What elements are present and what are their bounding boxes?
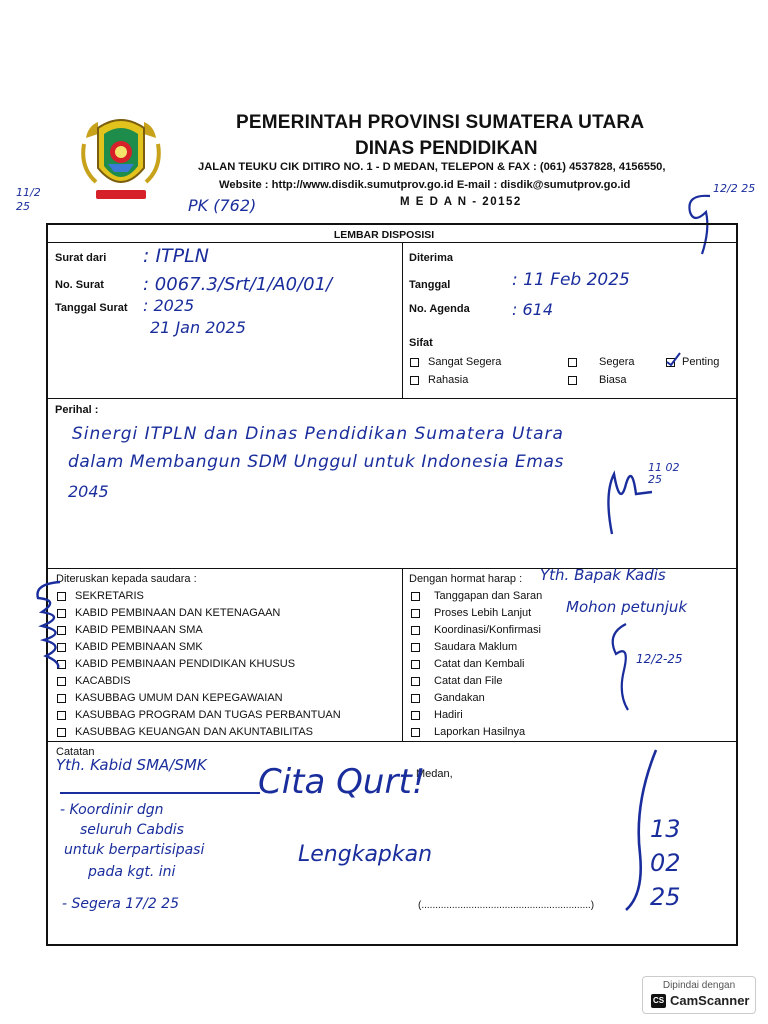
provincial-emblem-logo: [78, 108, 164, 208]
letterhead-subtitle: DINAS PENDIDIKAN: [355, 138, 538, 159]
sifat-penting[interactable]: Penting: [666, 356, 719, 368]
action-item[interactable]: Proses Lebih Lanjut: [411, 607, 531, 619]
catatan-line-5: pada kgt. ini: [88, 864, 176, 880]
sifat-segera[interactable]: Segera: [568, 356, 634, 368]
recipient-item[interactable]: KABID PEMBINAAN PENDIDIKAN KHUSUS: [57, 658, 295, 670]
handwritten-marks-recipients: [30, 576, 80, 681]
divider: [402, 242, 403, 399]
handwritten-action-note-1: Yth. Bapak Kadis: [540, 566, 666, 584]
recipient-item[interactable]: KABID PEMBINAAN SMA: [57, 624, 203, 636]
handwritten-right-date: 12/2 25: [713, 182, 756, 195]
catatan-line-1: Yth. Kabid SMA/SMK: [56, 756, 207, 774]
handwritten-medan-note-2: Lengkapkan: [298, 842, 433, 867]
letterhead-city: M E D A N - 20152: [400, 196, 522, 208]
checkbox[interactable]: [411, 643, 420, 652]
checkbox[interactable]: [410, 376, 419, 385]
catatan-line-2: - Koordinir dgn: [60, 802, 164, 818]
action-item[interactable]: Laporkan Hasilnya: [411, 726, 525, 738]
action-item[interactable]: Hadiri: [411, 709, 463, 721]
handwritten-medan-date: 13 02 25: [650, 815, 681, 911]
sifat-biasa[interactable]: Biasa: [568, 374, 627, 386]
handwritten-medan-note-1: Cita Qurt!: [258, 762, 426, 802]
handwritten-action-date: 12/2-25: [636, 652, 683, 666]
recipient-item[interactable]: KABID PEMBINAAN DAN KETENAGAAN: [57, 607, 280, 619]
recipient-item[interactable]: KASUBBAG KEUANGAN DAN AKUNTABILITAS: [57, 726, 313, 738]
recipient-item[interactable]: KASUBBAG UMUM DAN KEPEGAWAIAN: [57, 692, 283, 704]
label-perihal: Perihal :: [55, 404, 99, 416]
label-catatan: Catatan: [56, 746, 95, 758]
label-sifat: Sifat: [409, 337, 433, 349]
action-item[interactable]: Catat dan Kembali: [411, 658, 525, 670]
value-surat-dari: : ITPLN: [143, 245, 209, 267]
checkbox[interactable]: [411, 677, 420, 686]
scanner-brand: CamScanner: [670, 993, 750, 1008]
checkbox[interactable]: [410, 358, 419, 367]
scanner-caption: Dipindai dengan: [662, 980, 736, 991]
label-surat-dari: Surat dari: [55, 252, 107, 264]
value-tanggal-surat-2: 21 Jan 2025: [150, 318, 246, 337]
recipient-item[interactable]: SEKRETARIS: [57, 590, 144, 602]
handwritten-left-date: 11/2 25: [16, 186, 41, 213]
checkbox[interactable]: [57, 694, 66, 703]
sifat-sangat-segera[interactable]: Sangat Segera: [410, 356, 501, 368]
form-title: LEMBAR DISPOSISI: [333, 229, 435, 241]
recipient-item[interactable]: KASUBBAG PROGRAM DAN TUGAS PERBANTUAN: [57, 709, 341, 721]
label-dengan-hormat: Dengan hormat harap :: [409, 573, 523, 585]
sifat-rahasia[interactable]: Rahasia: [410, 374, 468, 386]
handwritten-action-note-2: Mohon petunjuk: [566, 598, 688, 616]
label-medan: Medan,: [416, 768, 453, 780]
checkbox[interactable]: [57, 711, 66, 720]
recipient-item[interactable]: KACABDIS: [57, 675, 131, 687]
signature-perihal: [596, 454, 656, 549]
action-item[interactable]: Gandakan: [411, 692, 485, 704]
signature-medan: [618, 744, 668, 919]
action-item[interactable]: Saudara Maklum: [411, 641, 517, 653]
letterhead-web: Website : http://www.disdik.sumutprov.go.id E-mail : disdik@sumutprov.go.id: [219, 179, 631, 191]
perihal-line-2: dalam Membangun SDM Unggul untuk Indonesia Emas: [68, 452, 565, 472]
action-item[interactable]: Catat dan File: [411, 675, 502, 687]
label-diterima: Diterima: [409, 252, 454, 264]
letterhead-address: JALAN TEUKU CIK DITIRO NO. 1 - D MEDAN, TELEPON & FAX : (061) 4537828, 4156550,: [198, 161, 666, 173]
catatan-line-4: untuk berpartisipasi: [64, 842, 205, 858]
value-tanggal: : 11 Feb 2025: [512, 270, 630, 290]
checkbox[interactable]: [57, 728, 66, 737]
perihal-line-1: Sinergi ITPLN dan Dinas Pendidikan Sumatera Utara: [72, 424, 564, 444]
checkbox[interactable]: [411, 609, 420, 618]
checkbox[interactable]: [411, 694, 420, 703]
checkbox[interactable]: [568, 376, 577, 385]
checkbox[interactable]: [411, 592, 420, 601]
checkbox[interactable]: [411, 626, 420, 635]
checkbox[interactable]: [411, 728, 420, 737]
signature-action: [596, 614, 646, 719]
divider: [402, 568, 403, 741]
checkbox-checked[interactable]: [666, 358, 675, 367]
catatan-line-6: - Segera 17/2 25: [62, 896, 179, 912]
letterhead-title: PEMERINTAH PROVINSI SUMATERA UTARA: [236, 112, 645, 133]
value-tanggal-surat-1: : 2025: [143, 296, 195, 315]
divider: [46, 741, 738, 742]
action-item[interactable]: Tanggapan dan Saran: [411, 590, 542, 602]
divider: [46, 242, 738, 243]
value-no-agenda: : 614: [512, 300, 554, 319]
camscanner-watermark: [642, 976, 756, 1014]
divider: [46, 398, 738, 399]
action-item[interactable]: Koordinasi/Konfirmasi: [411, 624, 541, 636]
camscanner-logo-icon: CS: [651, 994, 666, 1008]
handwritten-code: PK (762): [188, 196, 257, 215]
label-tanggal-surat: Tanggal Surat: [55, 302, 128, 314]
label-no-agenda: No. Agenda: [409, 303, 470, 315]
label-no-surat: No. Surat: [55, 279, 104, 291]
label-diteruskan: Diteruskan kepada saudara :: [56, 573, 197, 585]
value-no-surat: : 0067.3/Srt/1/A0/01/: [143, 274, 333, 295]
underline-stroke: [60, 792, 260, 794]
label-tanggal: Tanggal: [409, 279, 451, 291]
catatan-line-3: seluruh Cabdis: [80, 822, 184, 838]
recipient-item[interactable]: KABID PEMBINAAN SMK: [57, 641, 203, 653]
perihal-date: 11 02 25: [648, 461, 680, 486]
checkbox[interactable]: [411, 711, 420, 720]
checkbox[interactable]: [568, 358, 577, 367]
checkbox[interactable]: [411, 660, 420, 669]
perihal-line-3: 2045: [68, 482, 109, 501]
signature-line: (.............................................................): [418, 900, 595, 911]
